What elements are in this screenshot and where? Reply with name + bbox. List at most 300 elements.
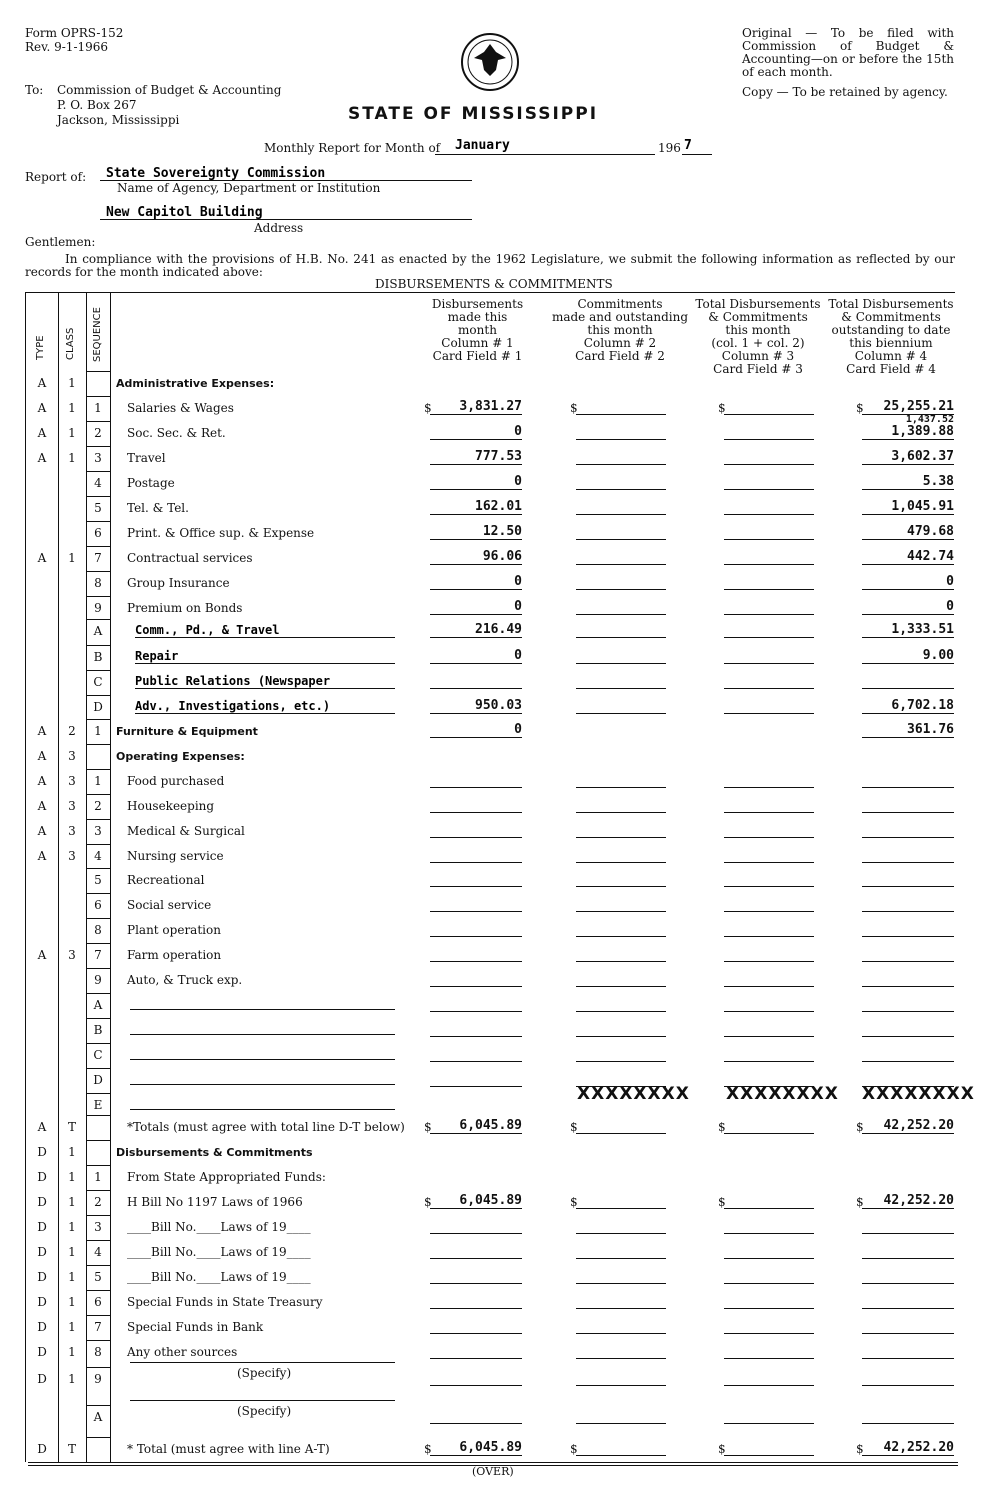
col4-value-correction: 1,437.52 (905, 414, 954, 425)
row-label: Special Funds in Bank (127, 1320, 264, 1334)
col1-value: 6,045.89 (459, 1440, 522, 1455)
value-line-col4 (862, 1333, 954, 1334)
sequence-divider (86, 1140, 110, 1141)
value-line-col4 (862, 1233, 954, 1234)
value-line-col2 (576, 886, 666, 887)
row-label: Postage (127, 476, 175, 490)
dollar-sign: $ (718, 401, 726, 415)
col4-value: 3,602.37 (891, 449, 954, 464)
type-cell: A (37, 824, 47, 838)
type-cell: A (37, 749, 47, 763)
dollar-sign: $ (856, 1195, 864, 1209)
sequence-divider (86, 1215, 110, 1216)
sequence-divider (86, 1265, 110, 1266)
sequence-cell: 7 (94, 948, 102, 962)
value-line-col2 (576, 663, 666, 664)
value-line-col1 (430, 589, 522, 590)
row-label: Group Insurance (127, 576, 230, 590)
value-line-col4 (862, 1208, 954, 1209)
value-line-col2 (576, 1061, 666, 1062)
row-label: Print. & Office sup. & Expense (127, 526, 315, 540)
sequence-divider (86, 619, 110, 620)
type-cell: D (37, 1170, 47, 1184)
salutation: Gentlemen: (25, 235, 96, 249)
sequence-cell: 9 (94, 601, 102, 615)
specify-line (130, 1400, 395, 1401)
col1-value: 0 (514, 424, 522, 439)
value-line-col1 (430, 489, 522, 490)
row-label: ____Bill No.____Laws of 19____ (127, 1245, 311, 1259)
sequence-cell: A (93, 1410, 103, 1424)
type-cell: A (37, 426, 47, 440)
form-rev: Rev. 9-1-1966 (25, 40, 109, 54)
value-line-col3 (724, 1308, 814, 1309)
value-line-col2 (576, 464, 666, 465)
value-line-col2 (576, 1208, 666, 1209)
row-label: Special Funds in State Treasury (127, 1295, 323, 1309)
dollar-sign: $ (856, 1442, 864, 1456)
value-line-col4 (862, 837, 954, 838)
row-label: Contractual services (127, 551, 253, 565)
value-line-col2 (576, 986, 666, 987)
sequence-cell: E (93, 1098, 103, 1112)
class-cell: T (67, 1442, 76, 1456)
address-field (100, 205, 472, 220)
value-line-col1 (430, 539, 522, 540)
value-line-col1 (430, 1358, 522, 1359)
sequence-cell: 4 (94, 1245, 102, 1259)
row-label: Medical & Surgical (127, 824, 245, 838)
month-field (435, 138, 655, 155)
col4-value: 25,255.21 (883, 399, 954, 414)
sequence-cell: 9 (94, 1372, 102, 1386)
type-cell: A (37, 401, 47, 415)
value-line-col4 (862, 787, 954, 788)
sequence-divider (86, 521, 110, 522)
col4-value: 5.38 (922, 474, 954, 489)
sequence-divider (86, 844, 110, 845)
value-line-col3 (724, 589, 814, 590)
blank-line (130, 1084, 395, 1085)
value-line-col4 (862, 464, 954, 465)
blank-line (130, 1059, 395, 1060)
value-line-col4 (862, 1455, 954, 1456)
section-label: Furniture & Equipment (116, 725, 258, 738)
sequence-cell: 6 (94, 526, 102, 540)
col4-value: 6,702.18 (891, 698, 954, 713)
sequence-divider (86, 1043, 110, 1044)
dollar-sign: $ (570, 1442, 578, 1456)
to-line-2: P. O. Box 267 (57, 98, 137, 112)
type-cell: D (37, 1372, 47, 1386)
col1-value: 12.50 (482, 524, 522, 539)
col1-value: 0 (514, 722, 522, 737)
dollar-sign: $ (570, 401, 578, 415)
value-line-col1 (430, 439, 522, 440)
class-cell: 1 (68, 1372, 76, 1386)
dollar-sign: $ (718, 1120, 726, 1134)
class-cell: 1 (68, 1195, 76, 1209)
value-line-col1 (430, 1333, 522, 1334)
value-line-col3 (724, 414, 814, 415)
sequence-divider (86, 496, 110, 497)
value-line-col4 (862, 1283, 954, 1284)
value-line-col1 (430, 911, 522, 912)
type-cell: D (37, 1245, 47, 1259)
value-line-col4 (862, 539, 954, 540)
class-cell: 1 (68, 1170, 76, 1184)
value-line-col3 (724, 787, 814, 788)
type-cell: D (37, 1442, 47, 1456)
type-cell: A (37, 849, 47, 863)
sequence-divider (86, 396, 110, 397)
type-cell: D (37, 1145, 47, 1159)
value-line-col1 (430, 1423, 522, 1424)
value-line-col1 (430, 787, 522, 788)
value-line-col1 (430, 1011, 522, 1012)
value-line-col2 (576, 1133, 666, 1134)
value-line-col3 (724, 489, 814, 490)
blank-line (130, 1009, 395, 1010)
sequence-cell: 1 (94, 774, 102, 788)
row-label: *Totals (must agree with total line D-T below) (127, 1120, 405, 1134)
col4-xx: XXXXXXXX (862, 1084, 975, 1104)
class-cell: T (67, 1120, 76, 1134)
value-line-col2 (576, 688, 666, 689)
value-line-col1 (430, 1036, 522, 1037)
sequence-cell: D (93, 700, 103, 714)
value-line-col2 (576, 1011, 666, 1012)
agency-field (100, 166, 472, 181)
value-line-col4 (862, 489, 954, 490)
value-line-col4 (862, 1061, 954, 1062)
sequence-cell: 1 (94, 1170, 102, 1184)
sequence-divider (86, 893, 110, 894)
col1-value: 216.49 (475, 622, 522, 637)
value-line-col3 (724, 936, 814, 937)
sequence-divider (86, 1018, 110, 1019)
sequence-divider (86, 968, 110, 969)
value-line-col3 (724, 663, 814, 664)
value-line-col1 (430, 1283, 522, 1284)
value-line-col2 (576, 637, 666, 638)
value-line-col1 (430, 936, 522, 937)
value-line-col4 (862, 812, 954, 813)
type-header: TYPE (35, 335, 46, 360)
section-label: Operating Expenses: (116, 750, 245, 763)
value-line-col3 (724, 688, 814, 689)
form-id: Form OPRS-152 (25, 26, 124, 40)
dollar-sign: $ (424, 401, 432, 415)
col4-value: 1,333.51 (891, 622, 954, 637)
sequence-cell: 4 (94, 476, 102, 490)
sequence-cell: 4 (94, 849, 102, 863)
sequence-divider (86, 1315, 110, 1316)
value-line-col2 (576, 1455, 666, 1456)
value-line-col3 (724, 614, 814, 615)
row-label: H Bill No 1197 Laws of 1966 (127, 1195, 303, 1209)
original-note: Original — To be filed with Commission of Budget & Accounting—on or before the 15th of each month. (742, 26, 954, 79)
value-line-col2 (576, 614, 666, 615)
value-line-col1 (430, 737, 522, 738)
type-cell: A (37, 376, 47, 390)
value-line-col2 (576, 1283, 666, 1284)
col4-value: 0 (946, 599, 954, 614)
sequence-cell: 3 (94, 451, 102, 465)
row-label: ____Bill No.____Laws of 19____ (127, 1270, 311, 1284)
value-line-col2 (576, 1358, 666, 1359)
col1-value: 0 (514, 474, 522, 489)
col1-value: 96.06 (482, 549, 522, 564)
sequence-cell: 8 (94, 923, 102, 937)
value-line-col3 (724, 637, 814, 638)
value-line-col3 (724, 514, 814, 515)
dollar-sign: $ (718, 1442, 726, 1456)
to-line-1: Commission of Budget & Accounting (57, 83, 282, 97)
col4-value: 42,252.20 (883, 1118, 954, 1133)
sequence-cell: 2 (94, 1195, 102, 1209)
value-line-col4 (862, 439, 954, 440)
col1-header: Disbursements made this month Column # 1 Card Field # 1 (431, 297, 524, 363)
col4-value: 442.74 (907, 549, 954, 564)
value-line-col1 (430, 414, 522, 415)
col4-value: 42,252.20 (883, 1440, 954, 1455)
value-line-col2 (576, 414, 666, 415)
class-cell: 1 (68, 1320, 76, 1334)
to-label: To: (25, 83, 44, 97)
sequence-divider (86, 1437, 110, 1438)
col4-value: 479.68 (907, 524, 954, 539)
col4-header: Total Disbursements & Commitments outstanding to date this biennium Column # 4 Card Field # 4 (828, 297, 954, 376)
value-line-col2 (576, 787, 666, 788)
value-line-col1 (430, 663, 522, 664)
sequence-divider (86, 794, 110, 795)
col4-value: 42,252.20 (883, 1193, 954, 1208)
col3-header: Total Disbursements & Commitments this month (col. 1 + col. 2) Column # 3 Card Field # 3 (695, 297, 821, 376)
typed-label: Public Relations (Newspaper (135, 674, 395, 689)
value-line-col3 (724, 862, 814, 863)
value-line-col3 (724, 1423, 814, 1424)
col2-xx: XXXXXXXX (577, 1084, 690, 1104)
sequence-divider (86, 1115, 110, 1116)
class-cell: 1 (68, 1145, 76, 1159)
dollar-sign: $ (424, 1195, 432, 1209)
value-line-col3 (724, 1133, 814, 1134)
value-line-col4 (862, 986, 954, 987)
sequence-divider (86, 1190, 110, 1191)
value-line-col2 (576, 514, 666, 515)
value-line-col4 (862, 1258, 954, 1259)
value-line-col4 (862, 961, 954, 962)
type-cell: D (37, 1195, 47, 1209)
col2-header: Commitments made and outstanding this month Column # 2 Card Field # 2 (551, 297, 689, 363)
value-line-col1 (430, 564, 522, 565)
sequence-cell: 6 (94, 1295, 102, 1309)
value-line-col2 (576, 1233, 666, 1234)
col1-value: 6,045.89 (459, 1193, 522, 1208)
value-line-col4 (862, 936, 954, 937)
row-label: Social service (127, 898, 212, 912)
sequence-divider (86, 943, 110, 944)
value-line-col2 (576, 1258, 666, 1259)
class-cell: 3 (68, 749, 76, 763)
row-label: Salaries & Wages (127, 401, 234, 415)
value-line-col4 (862, 886, 954, 887)
sequence-cell: C (93, 1048, 103, 1062)
sequence-cell: 5 (94, 501, 102, 515)
value-line-col1 (430, 1385, 522, 1386)
sequence-cell: 3 (94, 1220, 102, 1234)
row-label: Travel (127, 451, 166, 465)
class-cell: 3 (68, 824, 76, 838)
value-line-col3 (724, 837, 814, 838)
value-line-col3 (724, 464, 814, 465)
blank-line (130, 1034, 395, 1035)
type-cell: A (37, 551, 47, 565)
value-line-col1 (430, 862, 522, 863)
value-line-col2 (576, 812, 666, 813)
sequence-cell: A (93, 998, 103, 1012)
value-line-col3 (724, 961, 814, 962)
col1-value: 162.01 (475, 499, 522, 514)
row-label: ____Bill No.____Laws of 19____ (127, 1220, 311, 1234)
dollar-sign: $ (570, 1120, 578, 1134)
value-line-col1 (430, 1233, 522, 1234)
sequence-divider (86, 695, 110, 696)
sequence-divider (86, 645, 110, 646)
value-line-col3 (724, 1455, 814, 1456)
section-title: DISBURSEMENTS & COMMITMENTS (375, 277, 613, 291)
value-line-col3 (724, 1208, 814, 1209)
value-line-col3 (724, 986, 814, 987)
value-line-col4 (862, 1308, 954, 1309)
value-line-col1 (430, 1455, 522, 1456)
intro-text: In compliance with the provisions of H.B. No. 241 as enacted by the 1962 Legislature, we submit the following information as reflected by our records for the month indicated above: (25, 252, 955, 279)
sequence-divider (86, 670, 110, 671)
sequence-cell: D (93, 1073, 103, 1087)
type-cell: A (37, 799, 47, 813)
value-line-col4 (862, 514, 954, 515)
typed-label: Adv., Investigations, etc.) (135, 699, 395, 714)
sequence-cell: 7 (94, 1320, 102, 1334)
sequence-cell: 1 (94, 724, 102, 738)
value-line-col4 (862, 1423, 954, 1424)
value-line-col1 (430, 837, 522, 838)
value-line-col4 (862, 1036, 954, 1037)
sequence-divider (86, 421, 110, 422)
value-line-col3 (724, 564, 814, 565)
value-line-col2 (576, 1308, 666, 1309)
address-value: New Capitol Building (106, 205, 263, 220)
dollar-sign: $ (856, 1120, 864, 1134)
section-label: Administrative Expenses: (116, 377, 275, 390)
row-label: Food purchased (127, 774, 225, 788)
sequence-header: SEQUENCE (92, 307, 103, 362)
dollar-sign: $ (856, 401, 864, 415)
value-line-col3 (724, 1258, 814, 1259)
value-line-col1 (430, 886, 522, 887)
value-line-col3 (724, 1283, 814, 1284)
type-cell: D (37, 1345, 47, 1359)
value-line-col1 (430, 614, 522, 615)
month-label: Monthly Report for Month of (264, 141, 441, 155)
sequence-divider (86, 1165, 110, 1166)
type-cell: A (37, 724, 47, 738)
sequence-divider (86, 1405, 110, 1406)
col4-value: 9.00 (922, 648, 954, 663)
value-line-col4 (862, 1385, 954, 1386)
dollar-sign: $ (424, 1120, 432, 1134)
sequence-divider (86, 868, 110, 869)
class-header: CLASS (65, 327, 76, 360)
sequence-divider (86, 744, 110, 745)
type-cell: D (37, 1320, 47, 1334)
sequence-divider (86, 918, 110, 919)
col1-value: 3,831.27 (459, 399, 522, 414)
sequence-cell: 9 (94, 973, 102, 987)
sequence-divider (86, 993, 110, 994)
class-cell: 1 (68, 551, 76, 565)
value-line-col3 (724, 1011, 814, 1012)
value-line-col4 (862, 911, 954, 912)
value-line-col1 (430, 961, 522, 962)
sequence-divider (86, 1367, 110, 1368)
sequence-cell: 8 (94, 1345, 102, 1359)
year-field (682, 138, 712, 155)
page-title: STATE OF MISSISSIPPI (348, 104, 599, 124)
value-line-col1 (430, 986, 522, 987)
specify-line (130, 1362, 395, 1363)
copy-note: Copy — To be retained by agency. (742, 85, 948, 99)
class-cell: 3 (68, 799, 76, 813)
sequence-cell: 1 (94, 401, 102, 415)
row-label: From State Appropriated Funds: (127, 1170, 326, 1184)
row-label: Soc. Sec. & Ret. (127, 426, 226, 440)
sequence-cell: 7 (94, 551, 102, 565)
value-line-col2 (576, 936, 666, 937)
value-line-col1 (430, 1208, 522, 1209)
value-line-col2 (576, 589, 666, 590)
value-line-col3 (724, 1385, 814, 1386)
value-line-col1 (430, 1133, 522, 1134)
class-cell: 3 (68, 948, 76, 962)
to-line-3: Jackson, Mississippi (57, 113, 180, 127)
class-cell: 1 (68, 1345, 76, 1359)
sequence-divider (86, 446, 110, 447)
class-cell: 2 (68, 724, 76, 738)
value-line-col4 (862, 564, 954, 565)
agency-caption: Name of Agency, Department or Institution (117, 181, 381, 195)
value-line-col4 (862, 862, 954, 863)
sequence-cell: 8 (94, 576, 102, 590)
sequence-divider (86, 571, 110, 572)
value-line-col2 (576, 439, 666, 440)
value-line-col2 (576, 911, 666, 912)
class-cell: 1 (68, 1220, 76, 1234)
class-cell: 1 (68, 1295, 76, 1309)
type-cell: A (37, 948, 47, 962)
sequence-cell: 5 (94, 1270, 102, 1284)
typed-label: Repair (135, 649, 395, 664)
value-line-col1 (430, 464, 522, 465)
value-line-col2 (576, 1333, 666, 1334)
col1-value: 6,045.89 (459, 1118, 522, 1133)
sequence-divider (86, 471, 110, 472)
value-line-col4 (862, 1358, 954, 1359)
value-line-col1 (430, 812, 522, 813)
sequence-divider (86, 1240, 110, 1241)
type-cell: D (37, 1270, 47, 1284)
